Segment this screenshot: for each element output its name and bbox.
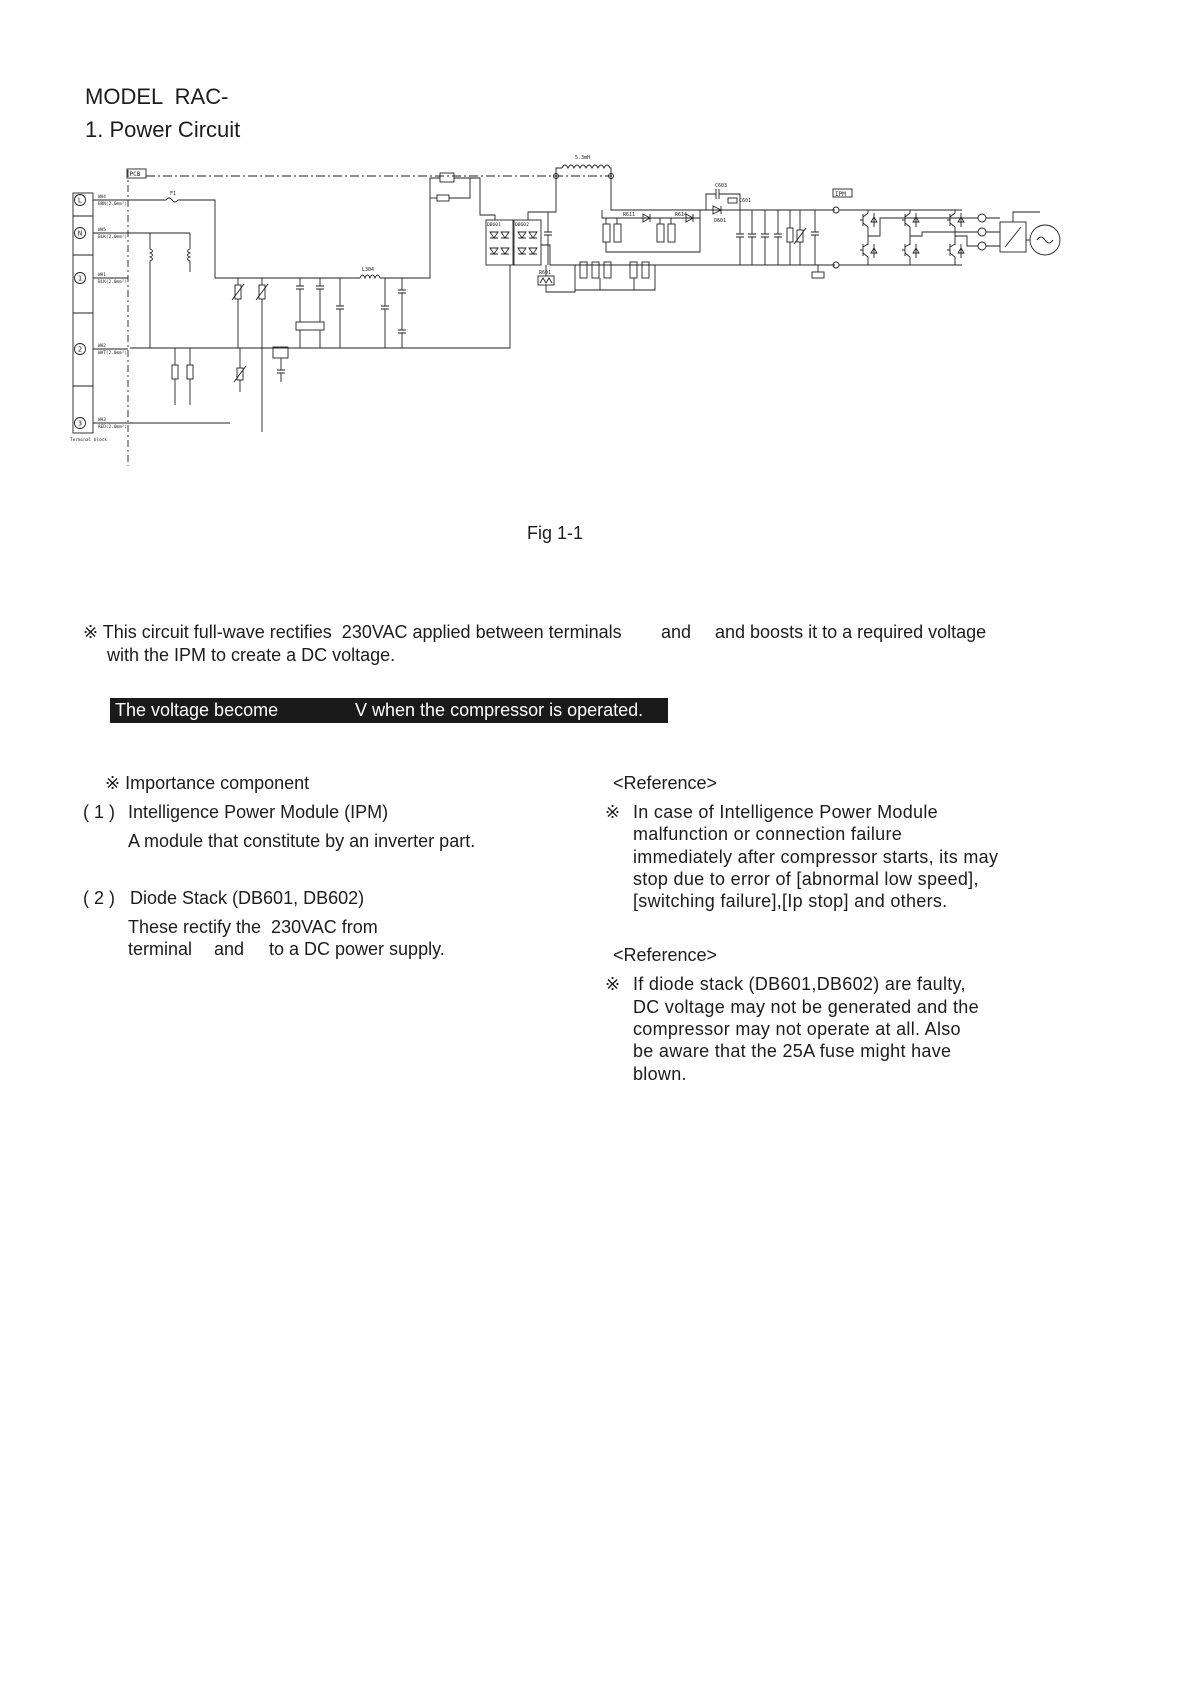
power-circuit-schematic (60, 150, 1080, 470)
figure-caption: Fig 1-1 (527, 523, 584, 543)
description-text: and boosts it to a required voltage (715, 622, 987, 642)
item-title: Intelligence Power Module (IPM) (128, 802, 389, 822)
ipm-module (833, 189, 978, 268)
relay-section (430, 173, 495, 220)
wire-id: WH4 (98, 195, 106, 200)
wire-id: WH1 (98, 273, 106, 278)
r601-label: R601 (539, 270, 552, 276)
terminal-mark: 1 (77, 274, 83, 283)
item-description: and (214, 939, 245, 959)
wire-spec: RED(2.0mm²) (98, 425, 128, 430)
voltage-note-bar (110, 698, 668, 723)
wire-id: WH5 (98, 228, 106, 233)
voltage-note-text: V when the compressor is operated. (355, 700, 644, 720)
description-text: with the IPM to create a DC voltage. (107, 645, 396, 665)
r614-label: R614 (675, 212, 688, 218)
reference-mark: ※ (605, 802, 621, 822)
wire-spec: BLK(2.0mm²) (98, 235, 128, 240)
compressor-motor (978, 212, 1060, 255)
terminal-block-label: Terminal block (70, 438, 108, 443)
reference-heading: <Reference> (613, 773, 718, 793)
item-number: (1) (83, 802, 120, 822)
reactor-5-3mh (554, 165, 614, 179)
wire-spec: BLK(2.0mm²) (98, 280, 128, 285)
coil-label: L304 (362, 267, 375, 273)
component-labels (130, 155, 847, 276)
reference-line: If diode stack (DB601,DB602) are faulty, (633, 974, 966, 994)
voltage-note-text: The voltage become (115, 700, 279, 720)
wire-id: WH2 (98, 344, 106, 349)
reference-line: be aware that the 25A fuse might have (633, 1041, 952, 1061)
section-title: 1. Power Circuit (85, 117, 241, 142)
reference-line: immediately after compressor starts, its may (633, 847, 999, 867)
fuse-label: F1 (170, 191, 177, 197)
item-title: Diode Stack (DB601, DB602) (130, 888, 365, 908)
item-description: to a DC power supply. (269, 939, 445, 959)
components-heading: ※ Importance component (105, 773, 310, 793)
pcb-label: PCB (129, 171, 141, 178)
reference-line: malfunction or connection failure (633, 824, 903, 844)
wire-spec: WHT(2.0mm²) (98, 351, 128, 356)
reference-mark: ※ (605, 974, 621, 994)
c603-label: C603 (715, 183, 728, 189)
terminal-mark: N (77, 229, 83, 238)
item-description: A module that constitute by an inverter part. (128, 831, 476, 851)
terminal-mark: 3 (77, 419, 83, 428)
description-text: ※ This circuit full-wave rectifies 230VAC applied between terminals (83, 622, 622, 642)
description-text: and (661, 622, 692, 642)
db601-label: DB601 (487, 223, 501, 228)
item-number: (2) (83, 888, 120, 908)
reference-line: In case of Intelligence Power Module (633, 802, 938, 822)
terminal-mark: L (77, 196, 83, 205)
ipm-label: IPM (835, 191, 846, 198)
terminal-labels (78, 197, 82, 428)
reference-line: compressor may not operate at all. Also (633, 1019, 961, 1039)
terminal-block (73, 193, 93, 433)
reference-line: DC voltage may not be generated and the (633, 997, 979, 1017)
input-wiring (93, 178, 510, 432)
model-title: MODEL RAC- (85, 84, 229, 109)
d601-label: D601 (714, 218, 727, 224)
noise-filter (232, 275, 406, 348)
reference-heading: <Reference> (613, 945, 718, 965)
item-description: These rectify the 230VAC from (128, 917, 378, 937)
reference-line: stop due to error of [abnormal low speed], (633, 869, 979, 889)
reference-line: [switching failure],[Ip stop] and others. (633, 891, 948, 911)
reactor-label: 5.3mH (575, 155, 591, 161)
r611-label: R611 (623, 212, 636, 218)
wire-id: WH3 (98, 418, 106, 423)
reference-line: blown. (633, 1064, 687, 1084)
wire-spec: BRN(2.0mm²) (98, 202, 128, 207)
item-description: terminal (128, 939, 193, 959)
c601-label: C601 (739, 198, 752, 204)
pcb-boundary (127, 169, 612, 466)
db602-label: DB602 (515, 223, 529, 228)
terminal-mark: 2 (77, 345, 83, 354)
dc-bus-and-drivers (575, 178, 835, 290)
